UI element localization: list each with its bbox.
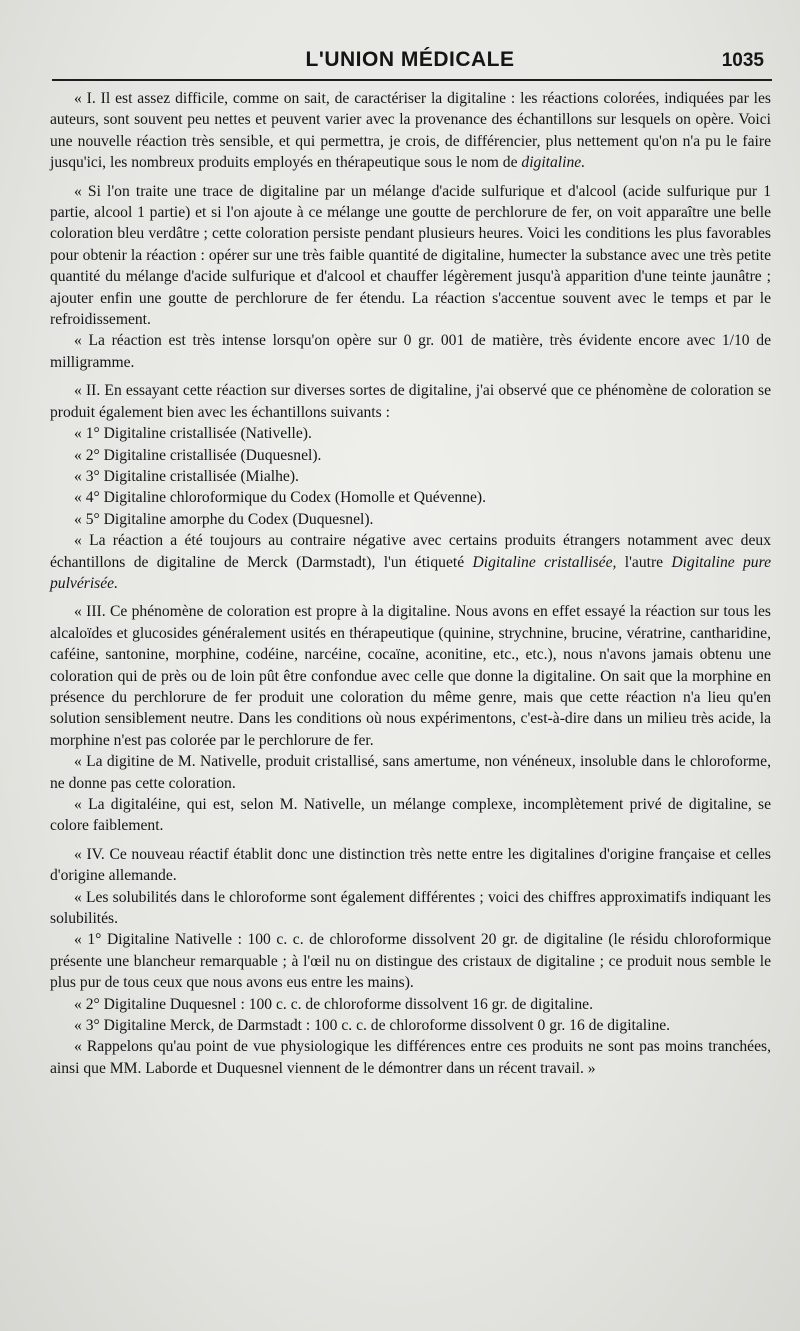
journal-title: L'UNION MÉDICALE — [305, 48, 515, 71]
paragraph-reaction: « Si l'on traite une trace de digitaline par un mélange d'acide sulfurique et d'alcool (acide sulfurique pur 1 partie, alcool 1 partie) et si l'on ajoute à ce mélange une goutte de perchlorure de fer, on voit apparaître une belle coloration bleu verdâtre ; cette coloration persiste pendant plusieurs heures. Voici les conditions les plus favorables pour obtenir la réaction : opérer sur une très faible quantité de digitaline, humecter la substance avec une très petite quantité du mélange d'acide sulfurique et d'alcool et chauffer légèrement jusqu'à apparition d'une teinte jaunâtre ; ajouter enfin une goutte de perchlorure de fer étendu. La réaction s'accentue souvent avec le temps et par le refroidissement. — [50, 182, 771, 329]
paragraph-solubilities: « Les solubilités dans le chloroforme sont également différentes ; voici des chiffres approximatifs indiquant les solubilités. — [50, 888, 771, 928]
paragraph-sensitivity: « La réaction est très intense lorsqu'on opère sur 0 gr. 001 de matière, très évidente encore avec 1/10 de milligramme. — [50, 332, 771, 371]
paragraph-section-2: « II. En essayant cette réaction sur diverses sortes de digitaline, j'ai observé que ce phénomène de coloration se produit également bien avec les échantillons suivants : — [50, 382, 771, 421]
paragraph-solubility-3: « 3° Digitaline Merck, de Darmstadt : 100 c. c. de chloroforme dissolvent 0 gr. 16 de digitaline. — [74, 1017, 671, 1035]
italic-label-b: Digitaline pure pulvérisée. — [50, 553, 772, 592]
paragraph-section-3: « III. Ce phénomène de coloration est propre à la digitaline. Nous avons en effet essayé la réaction sur tous les alcaloïdes et glucosides généralement usités en thérapeutique (quinine, strychnine, brucine, vératrine, cantharidine, caféine, santonine, morphine, codéine, narcéine, cocaïne, aconitine, etc., etc.), nous n'avons jamais obtenu une coloration qui de près ou de loin pût être confondue avec celle que donne la digitaline. On sait que la morphine en présence du perchlorure de fer produit une coloration du même genre, mais que cette réaction n'a lieu qu'en solution sensiblement neutre. Dans les conditions où nous expérimentons, c'est-à-dire dans un milieu très acide, la morphine n'est pas colorée par le perchlorure de fer. — [50, 603, 771, 749]
article-body — [50, 88, 771, 1079]
paragraph-solubility-1: « 1° Digitaline Nativelle : 100 c. c. de chloroforme dissolvent 20 gr. de digitaline (le résidu chloroformique présente une blancheur remarquable ; à l'œil nu on distingue des cristaux de digitaline ; ce produit nous semble le plus pur de tous ceux que nous avons eus entre les mains). — [50, 931, 771, 992]
paragraph-conclusion: « Rappelons qu'au point de vue physiologique les différences entre ces produits ne sont pas moins tranchées, ainsi que MM. Laborde et Duquesnel viennent de le démontrer dans un récent travail. » — [50, 1038, 771, 1077]
paragraph-section-4: « IV. Ce nouveau réactif établit donc une distinction très nette entre les digitalines d'origine française et celles d'origine allemande. — [50, 845, 771, 885]
italic-label-a: Digitaline cristallisée, — [472, 553, 617, 571]
list-item: « 1° Digitaline cristallisée (Nativelle). — [74, 425, 312, 443]
paragraph-digitaleine: « La digitaléine, qui est, selon M. Nativelle, un mélange complexe, incomplètement privé de digitaline, se colore faiblement. — [50, 796, 771, 835]
italic-term: digitaline. — [521, 154, 586, 172]
list-item: « 4° Digitaline chloroformique du Codex (Homolle et Quévenne). — [74, 489, 487, 507]
header-rule — [52, 79, 772, 81]
list-item: « 3° Digitaline cristallisée (Mialhe). — [74, 467, 299, 485]
paragraph-section-1: « I. Il est assez difficile, comme on sait, de caractériser la digitaline : les réactions colorées, indiquées par les auteurs, sont souvent peu nettes et peuvent varier avec la provenance des échantillons sur lesquels on opère. Voici une nouvelle réaction très sensible, et qui permettra, je crois, de différencier, plus nettement qu'on n'a pu le faire jusqu'ici, les nombreux produits employés en thérapeutique sous le nom de digitaline. — [50, 90, 771, 172]
page-number: 1035 — [721, 50, 764, 71]
paragraph-digitine: « La digitine de M. Nativelle, produit cristallisé, sans amertume, non vénéneux, insoluble dans le chloroforme, ne donne pas cette coloration. — [50, 753, 771, 792]
paragraph-solubility-2: « 2° Digitaline Duquesnel : 100 c. c. de chloroforme dissolvent 16 gr. de digitaline. — [74, 995, 593, 1013]
running-head — [50, 44, 770, 80]
list-item: « 2° Digitaline cristallisée (Duquesnel). — [74, 446, 322, 464]
list-item: « 5° Digitaline amorphe du Codex (Duquesnel). — [74, 510, 374, 528]
paragraph-negative: « La réaction a été toujours au contraire négative avec certains produits étrangers notamment avec deux échantillons de digitaline de Merck (Darmstadt), l'un étiqueté Digitaline cristallisée, l'autre Digitaline pure pulvérisée. — [50, 532, 772, 592]
